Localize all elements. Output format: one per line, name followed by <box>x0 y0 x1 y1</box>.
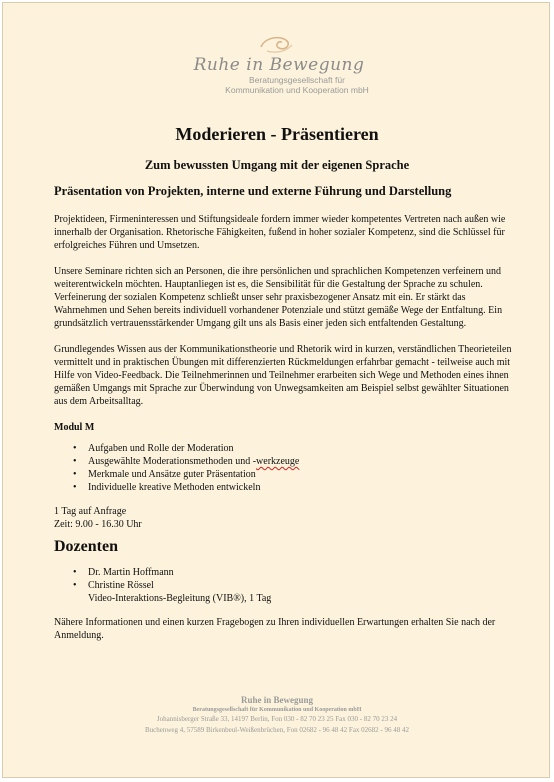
list-item: • Merkmale und Ansätze guter Präsentation <box>88 468 514 481</box>
section-heading: Präsentation von Projekten, interne und externe Führung und Darstellung <box>54 184 452 198</box>
dozent-note: Video-Interaktions-Begleitung (VIB®), 1 Tag <box>88 593 272 604</box>
paragraph: Unsere Seminare richten sich an Personen, die ihre persönlichen und sprachlichen Kompetenzen verfeinern und weiterentwickeln möchten. Hauptanliegen ist es, die Sensibilität für die Gestaltung der Sprache zu schulen. Verfeinerung der sozialen Kompetenz schließt unser sehr praxisbezogener Ansatz mit ein. Er stärkt das Wahrnehmen und Sehen bereits individuell vorhandener Potenziale und stützt gemäße Wege der Entfaltung. Ein grundsätzlich vertrauensstärkender Umgang gilt uns als Basis einer jeden sich entfaltenden Gestaltung. <box>54 266 503 329</box>
list-item: • Individuelle kreative Methoden entwickeln <box>88 481 514 494</box>
list-item: • Aufgaben und Rolle der Moderation <box>88 442 514 455</box>
company-logo <box>3 33 551 95</box>
spellcheck-word: werkzeuge <box>256 456 300 467</box>
modul-heading: Modul M <box>54 422 95 433</box>
document-title: Moderieren - Präsentieren <box>175 124 379 144</box>
logo-subtitle-1: Beratungsgesellschaft für <box>249 75 345 85</box>
document-subtitle: Zum bewussten Umgang mit der eigenen Sprache <box>144 158 410 172</box>
swirl-logo-icon <box>257 33 297 55</box>
footer-company: Beratungsgesellschaft für Kommunikation und Kooperation mbH <box>192 707 362 713</box>
time-text: Zeit: 9.00 - 16.30 Uhr <box>54 519 142 530</box>
logo-title: Ruhe in Bewegung <box>193 55 365 75</box>
duration-text: 1 Tag auf Anfrage <box>54 506 127 517</box>
footer-address-birkenbeul: Buchenweg 4, 57589 Birkenbeul-Weißenbrüchen, Fon 02682 - 96 48 42 Fax 02682 - 96 48 42 <box>144 726 410 734</box>
document-page <box>2 2 550 778</box>
paragraph: Grundlegendes Wissen aus der Kommunikationstheorie und Rhetorik wird in kurzen, verständlichen Theorieteilen vermittelt und in praktischen Übungen mit differenzierten Rückmeldungen erfahrbar gemacht - teilweise auch mit Hilfe von Video-Feedback. Die Teilnehmerinnen und Teilnehmer erarbeiten sich Wege und Methoden eines ihnen gemäßen Umgangs mit Sprache zur Überwindung von Unwegsamkeiten am Beispiel selbst gewählter Situationen aus dem Arbeitsalltag. <box>54 344 512 407</box>
footer-name: Ruhe in Bewegung <box>240 695 313 705</box>
modul-list <box>54 442 514 494</box>
document-body <box>54 213 514 655</box>
list-item: • Dr. Martin Hoffmann <box>88 566 514 579</box>
list-item <box>88 455 514 468</box>
page-footer <box>3 695 551 736</box>
logo-subtitle-2: Kommunikation und Kooperation mbH <box>225 85 369 95</box>
dozenten-heading: Dozenten <box>54 538 118 555</box>
footer-address-berlin: Johannisberger Straße 33, 14197 Berlin, Fon 030 - 82 70 23 25 Fax 030 - 82 70 23 24 <box>156 715 398 723</box>
list-item: • Christine Rössel <box>88 579 514 592</box>
paragraph: Projektideen, Firmeninteressen und Stiftungsideale fordern immer wieder kompetentes Vertreten nach außen wie innerhalb der Organisation. Rhetorische Fähigkeiten, fußend in hoher sozialer Kompetenz, sind die Schlüssel für erfolgreiches Führen und Umsetzen. <box>54 214 506 251</box>
dozenten-list <box>54 566 514 605</box>
list-item-text: Ausgewählte Moderationsmethoden und - <box>88 456 257 467</box>
closing-paragraph: Nähere Informationen und einen kurzen Fragebogen zu Ihren individuellen Erwartungen erhalten Sie nach der Anmeldung. <box>54 617 496 641</box>
